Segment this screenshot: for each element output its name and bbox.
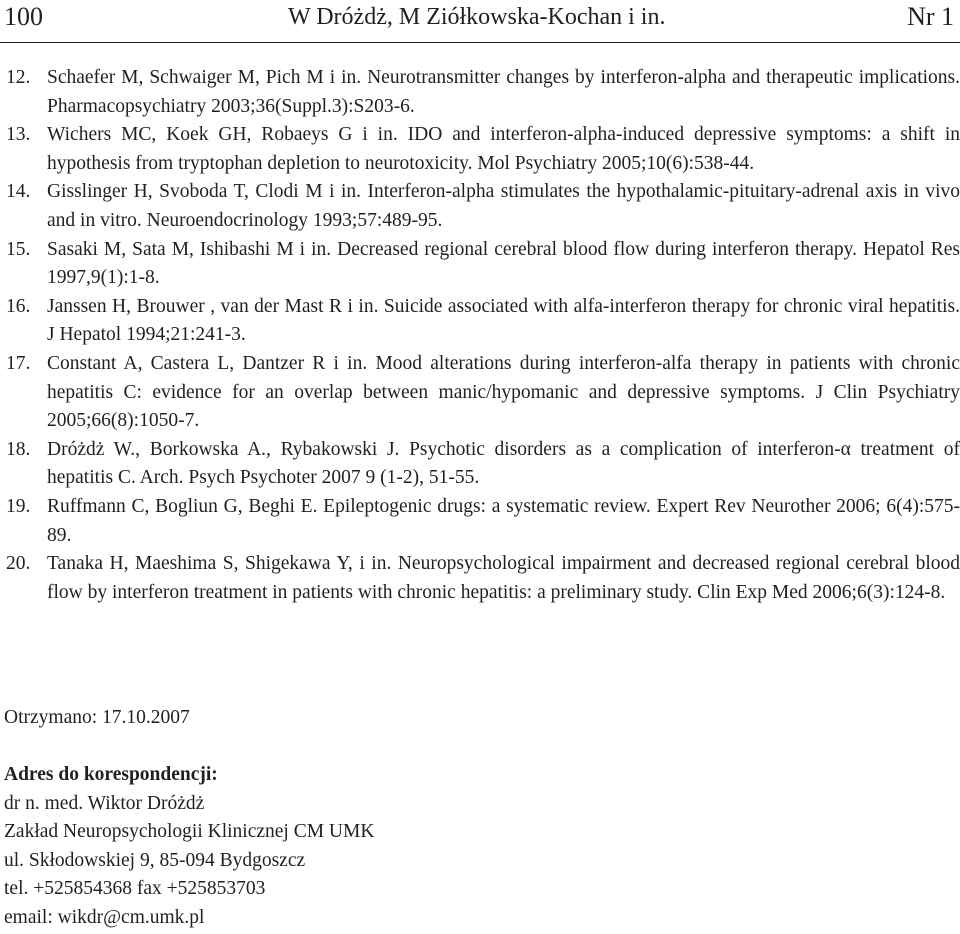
- running-header: [0, 0, 960, 40]
- reference-text: Tanaka H, Maeshima S, Shigekawa Y, i in. Neuropsychological impairment and decreased regional cerebral blood flow by interferon treatment in patients with chronic hepatitis: a preliminary study. Clin Exp Med 2006;6(3):124-8.: [47, 553, 960, 603]
- reference-item: [0, 178, 960, 235]
- reference-number: 18.: [6, 438, 31, 460]
- correspondence-phone: tel. +525854368 fax +525853703: [4, 878, 266, 900]
- reference-text: Schaefer M, Schwaiger M, Pich M i in. Neurotransmitter changes by interferon-alpha and therapeutic implications. Pharmacopsychiatry 2003;36(Suppl.3):S203-6.: [47, 67, 960, 117]
- page-number: 100: [4, 2, 43, 31]
- header-rule: [0, 42, 960, 43]
- reference-number: 20.: [6, 553, 31, 575]
- reference-number: 14.: [6, 181, 31, 203]
- reference-number: 19.: [6, 495, 31, 517]
- reference-number: 13.: [6, 124, 31, 146]
- reference-text: Janssen H, Brouwer , van der Mast R i in. Suicide associated with alfa-interferon therapy for chronic viral hepatitis. J Hepatol 1994;21:241-3.: [47, 295, 960, 346]
- received-date: Otrzymano: 17.10.2007: [4, 707, 190, 728]
- reference-item: [0, 64, 960, 121]
- reference-item: [0, 121, 960, 178]
- reference-text: Wichers MC, Koek GH, Robaeys G i in. IDO and interferon-alpha-induced depressive symptoms: a shift in hypothesis from tryptophan depletion to neurotoxicity. Mol Psychiatry 2005;10(6):538-44.: [47, 124, 960, 174]
- reference-item: [0, 350, 960, 436]
- correspondence-institution: Zakład Neuropsychologii Klinicznej CM UMK: [4, 821, 375, 843]
- reference-number: 16.: [6, 295, 31, 317]
- reference-number: 17.: [6, 352, 31, 374]
- reference-text: Sasaki M, Sata M, Ishibashi M i in. Decreased regional cerebral blood flow during interferon therapy. Hepatol Res 1997,9(1):1-8.: [47, 238, 960, 289]
- reference-item: [0, 550, 960, 607]
- reference-text: Constant A, Castera L, Dantzer R i in. Mood alterations during interferon-alfa therapy in patients with chronic hepatitis C: evidence for an overlap between manic/hypomanic and depressive symptoms. J Clin Psychiatry 2005;66(8):1050-7.: [47, 352, 960, 432]
- reference-number: 15.: [6, 238, 31, 260]
- issue-number: Nr 1: [907, 2, 954, 31]
- running-title: W Dróżdż, M Ziółkowska-Kochan i in.: [288, 4, 666, 30]
- correspondence-title: Adres do korespondencji:: [4, 764, 218, 785]
- reference-text: Ruffmann C, Bogliun G, Beghi E. Epileptogenic drugs: a systematic review. Expert Rev Neurother 2006; 6(4):575-89.: [47, 495, 960, 546]
- correspondence-street: ul. Skłodowskiej 9, 85-094 Bydgoszcz: [4, 849, 306, 871]
- correspondence-email: email: wikdr@cm.umk.pl: [4, 906, 205, 928]
- reference-item: [0, 236, 960, 293]
- reference-list: [0, 64, 960, 607]
- reference-item: [0, 493, 960, 550]
- reference-text: Gisslinger H, Svoboda T, Clodi M i in. Interferon-alpha stimulates the hypothalamic-pituitary-adrenal axis in vivo and in vitro. Neuroendocrinology 1993;57:489-95.: [47, 181, 960, 231]
- reference-number: 12.: [6, 67, 31, 88]
- reference-text: Dróżdż W., Borkowska A., Rybakowski J. Psychotic disorders as a complication of interferon-α treatment of hepatitis C. Arch. Psych Psychoter 2007 9 (1-2), 51-55.: [47, 438, 960, 489]
- reference-item: [0, 293, 960, 350]
- correspondence-address: [4, 761, 954, 933]
- correspondence-name: dr n. med. Wiktor Dróżdż: [4, 792, 205, 814]
- reference-item: [0, 436, 960, 493]
